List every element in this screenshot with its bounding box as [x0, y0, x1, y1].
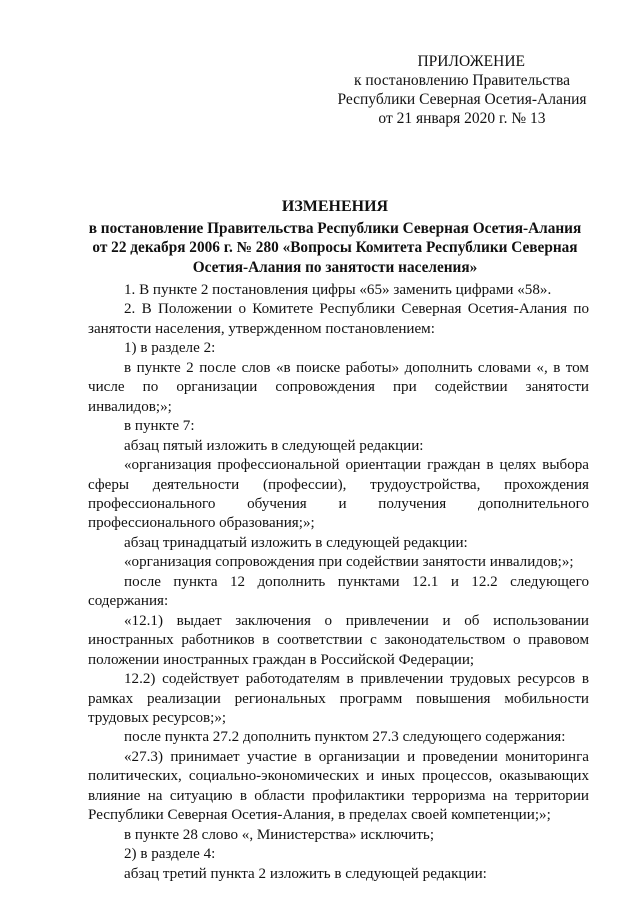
appendix-header	[337, 52, 587, 128]
document-body	[88, 281, 589, 884]
title-line: Осетия-Алания по занятости населения»	[192, 258, 478, 276]
paragraph: «организация профессиональной ориентации граждан в целях выбора сферы деятельности (профессии), трудоустройства, прохождения профессионального обучения и получения дополнительного профессионального образования;»;	[88, 457, 589, 532]
paragraph: 12.2) содействует работодателям в привлечении трудовых ресурсов в рамках реализации региональных программ повышения мобильности трудовых ресурсов;»;	[88, 671, 589, 726]
paragraph: в пункте 28 слово «, Министерства» исключить;	[124, 826, 435, 843]
paragraph: «27.3) принимает участие в организации и проведении мониторинга политических, социально-экономических и иных процессов, оказывающих влияние на ситуацию в области профилактики терроризма на территории Республики Северная Осетия-Алания, в пределах своей компетенции;»;	[88, 748, 589, 824]
paragraph: абзац пятый изложить в следующей редакции:	[124, 437, 424, 454]
paragraph: 1. В пункте 2 постановления цифры «65» заменить цифрами «58».	[124, 282, 552, 298]
appendix-title: ПРИЛОЖЕНИЕ	[417, 53, 525, 70]
paragraph: после пункта 27.2 дополнить пунктом 27.3 следующего содержания:	[124, 729, 566, 746]
paragraph: «организация сопровождения при содействии занятости инвалидов;»;	[124, 554, 574, 571]
paragraph: 2) в разделе 4:	[124, 846, 216, 863]
appendix-line: к постановлению Правительства	[354, 72, 570, 89]
appendix-date: от 21 января 2020 г. № 13	[378, 110, 546, 127]
appendix-line: Республики Северная Осетия-Алания	[337, 91, 587, 108]
paragraph: после пункта 12 дополнить пунктами 12.1 и 12.2 следующего содержания:	[88, 573, 589, 610]
document-title	[70, 197, 600, 277]
title-line: от 22 декабря 2006 г. № 280 «Вопросы Комитета Республики Северная	[92, 239, 578, 256]
paragraph: абзац третий пункта 2 изложить в следующей редакции:	[124, 865, 487, 882]
title-heading: ИЗМЕНЕНИЯ	[281, 198, 389, 215]
paragraph: 2. В Положении о Комитете Республики Северная Осетия-Алания по занятости населения, утвержденном постановлением:	[88, 301, 589, 337]
paragraph: в пункте 2 после слов «в поиске работы» дополнить словами «, в том числе по организации сопровождения при содействии занятости инвалидов;»;	[88, 359, 589, 415]
title-line: в постановление Правительства Республики Северная Осетия-Алания	[88, 219, 582, 237]
paragraph: 1) в разделе 2:	[124, 340, 216, 357]
paragraph: в пункте 7:	[124, 418, 195, 435]
paragraph: абзац тринадцатый изложить в следующей редакции:	[124, 534, 468, 551]
paragraph: «12.1) выдает заключения о привлечении и об использовании иностранных работников в соответствии с законодательством о правовом положении иностранных граждан в Российской Федерации;	[88, 612, 589, 668]
